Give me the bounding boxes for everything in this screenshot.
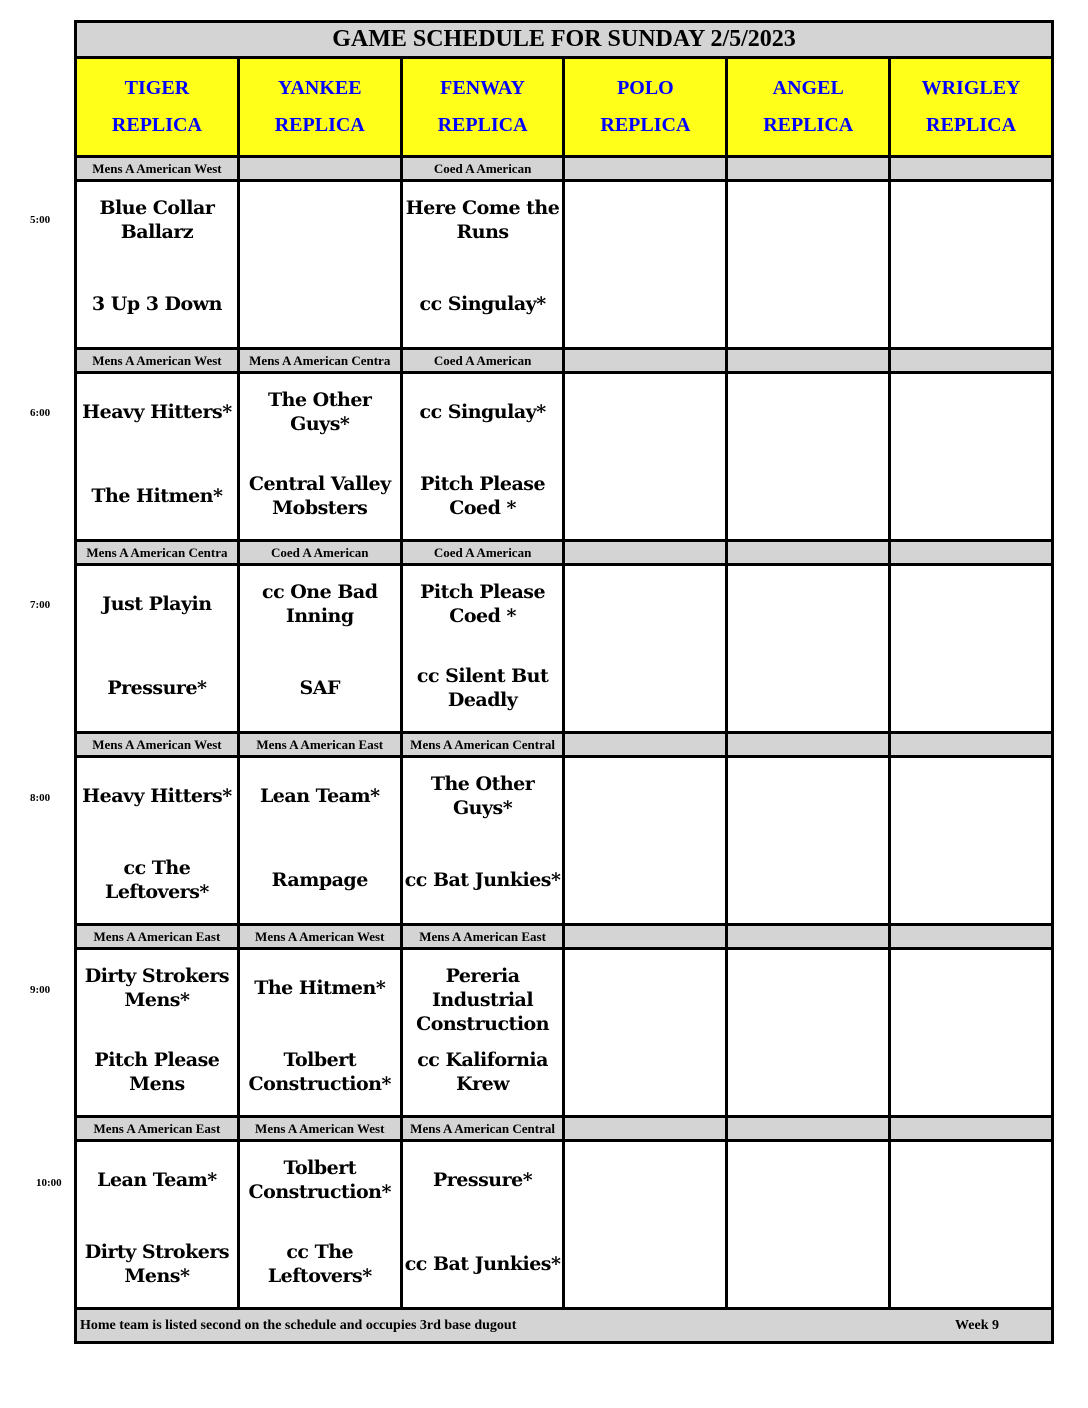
division-label — [565, 1118, 728, 1139]
home-team — [728, 664, 888, 712]
home-team — [728, 472, 888, 520]
division-label: Mens A American Centra — [240, 350, 403, 371]
away-team: The Other Guys* — [268, 389, 372, 435]
game-cell — [77, 374, 240, 539]
division-label: Mens A American East — [403, 926, 566, 947]
division-row — [77, 350, 1051, 374]
away-team — [891, 772, 1051, 820]
division-label: Mens A American East — [240, 734, 403, 755]
division-label: Mens A American Centra — [77, 542, 240, 563]
game-row — [77, 374, 1051, 542]
away-team: The Hitmen* — [254, 977, 386, 999]
game-cell — [77, 758, 240, 923]
game-cell — [891, 1142, 1051, 1307]
game-cell — [403, 1142, 566, 1307]
field-header-polo — [565, 59, 728, 155]
division-label: Mens A American East — [77, 1118, 240, 1139]
division-label — [728, 350, 891, 371]
home-team — [565, 1048, 725, 1096]
game-cell — [891, 758, 1051, 923]
game-cell — [565, 950, 728, 1115]
away-team — [891, 196, 1051, 244]
home-team: cc Bat Junkies* — [404, 1253, 561, 1275]
home-team: Pitch Please Coed * — [420, 473, 546, 519]
away-team — [565, 196, 725, 244]
away-team — [240, 196, 400, 244]
division-label: Mens A American West — [77, 158, 240, 179]
away-team — [565, 772, 725, 820]
division-label — [565, 734, 728, 755]
game-cell — [565, 566, 728, 731]
division-label — [728, 158, 891, 179]
game-cell — [728, 182, 891, 347]
division-label: Mens A American Central — [403, 1118, 566, 1139]
game-cell — [403, 182, 566, 347]
game-row — [77, 950, 1051, 1118]
field-name: TIGER — [124, 77, 190, 99]
game-cell — [728, 758, 891, 923]
home-team — [728, 1240, 888, 1288]
away-team — [728, 1156, 888, 1204]
game-cell — [403, 950, 566, 1115]
away-team: Just Playin — [102, 593, 212, 615]
division-row — [77, 734, 1051, 758]
game-cell — [403, 566, 566, 731]
time-column — [0, 0, 74, 1408]
footer-note: Home team is listed second on the schedule and occupies 3rd base dugout — [80, 1317, 517, 1333]
game-cell — [565, 374, 728, 539]
division-label: Coed A American — [403, 350, 566, 371]
home-team: cc Bat Junkies* — [404, 869, 561, 891]
division-row — [77, 158, 1051, 182]
field-name: POLO — [617, 77, 674, 99]
game-cell — [565, 182, 728, 347]
away-team — [565, 388, 725, 436]
division-label — [728, 734, 891, 755]
field-type: REPLICA — [111, 114, 202, 136]
field-header-row — [77, 59, 1051, 158]
division-label — [891, 1118, 1051, 1139]
time-label: 8:00 — [30, 791, 51, 804]
away-team: Pitch Please Coed * — [420, 581, 546, 627]
game-cell — [77, 182, 240, 347]
away-team — [565, 1156, 725, 1204]
division-row — [77, 1118, 1051, 1142]
game-row — [77, 566, 1051, 734]
game-cell — [77, 1142, 240, 1307]
division-label: Mens A American West — [240, 1118, 403, 1139]
time-label: 5:00 — [30, 214, 51, 226]
game-cell — [240, 182, 403, 347]
away-team — [891, 1156, 1051, 1204]
game-cell — [240, 758, 403, 923]
home-team: Central Valley Mobsters — [248, 473, 391, 519]
home-team: cc Kalifornia Krew — [417, 1049, 548, 1095]
division-label — [891, 158, 1051, 179]
game-row — [77, 1142, 1051, 1310]
away-team: Heavy Hitters* — [82, 401, 232, 423]
home-team — [891, 856, 1051, 904]
game-row — [77, 182, 1051, 350]
away-team: The Other Guys* — [430, 773, 535, 819]
division-label: Coed A American — [240, 542, 403, 563]
field-header-yankee — [240, 59, 403, 155]
time-label: 6:00 — [30, 406, 51, 419]
game-cell — [728, 950, 891, 1115]
division-label — [240, 158, 403, 179]
home-team: cc Silent But Deadly — [416, 665, 549, 711]
schedule-footer — [77, 1310, 1051, 1341]
division-label: Mens A American Central — [403, 734, 566, 755]
division-label: Mens A American West — [77, 350, 240, 371]
division-label — [565, 158, 728, 179]
time-slots — [77, 158, 1051, 1310]
home-team — [565, 472, 725, 520]
away-team — [891, 580, 1051, 628]
division-label — [728, 542, 891, 563]
home-team — [891, 664, 1051, 712]
game-cell — [728, 566, 891, 731]
division-label — [891, 350, 1051, 371]
home-team — [891, 1240, 1051, 1288]
away-team — [728, 964, 888, 1012]
home-team: 3 Up 3 Down — [91, 293, 222, 315]
field-header-wrigley — [891, 59, 1051, 155]
game-cell — [240, 1142, 403, 1307]
division-label — [565, 926, 728, 947]
time-label: 7:00 — [30, 599, 51, 611]
time-label: 10:00 — [36, 1176, 62, 1189]
field-header-angel — [728, 59, 891, 155]
game-cell — [891, 182, 1051, 347]
away-team: cc Singulay* — [419, 401, 546, 423]
away-team — [565, 964, 725, 1012]
game-cell — [77, 566, 240, 731]
game-cell — [891, 566, 1051, 731]
home-team — [565, 856, 725, 904]
field-type: REPLICA — [437, 114, 528, 136]
time-label: 9:00 — [30, 984, 51, 996]
home-team — [565, 1240, 725, 1288]
field-header-tiger — [77, 59, 240, 155]
schedule-title: GAME SCHEDULE FOR SUNDAY 2/5/2023 — [77, 23, 1051, 59]
away-team — [891, 388, 1051, 436]
away-team: Blue Collar Ballarz — [99, 197, 215, 243]
division-label — [565, 542, 728, 563]
home-team — [728, 280, 888, 328]
home-team — [565, 280, 725, 328]
game-cell — [891, 950, 1051, 1115]
game-cell — [403, 758, 566, 923]
game-cell — [240, 950, 403, 1115]
game-cell — [240, 374, 403, 539]
home-team — [728, 1048, 888, 1096]
game-row — [77, 758, 1051, 926]
home-team: Dirty Strokers Mens* — [84, 1241, 230, 1287]
game-cell — [565, 758, 728, 923]
home-team: cc Singulay* — [419, 293, 546, 315]
game-cell — [240, 566, 403, 731]
division-label — [891, 542, 1051, 563]
schedule-table — [74, 20, 1054, 1344]
division-label: Mens A American East — [77, 926, 240, 947]
field-type: REPLICA — [600, 114, 691, 136]
away-team: Lean Team* — [97, 1169, 217, 1191]
game-cell — [728, 1142, 891, 1307]
home-team — [891, 472, 1051, 520]
away-team — [728, 580, 888, 628]
field-type: REPLICA — [274, 114, 365, 136]
game-cell — [403, 374, 566, 539]
away-team — [728, 196, 888, 244]
away-team: Tolbert Construction* — [248, 1157, 391, 1203]
field-name: YANKEE — [277, 77, 362, 99]
division-label — [891, 734, 1051, 755]
week-label: Week 9 — [955, 1317, 999, 1333]
home-team: SAF — [299, 677, 340, 699]
game-cell — [891, 374, 1051, 539]
field-type: REPLICA — [763, 114, 854, 136]
away-team: Here Come the Runs — [405, 197, 560, 243]
division-label — [728, 926, 891, 947]
field-header-fenway — [403, 59, 566, 155]
field-type: REPLICA — [926, 114, 1017, 136]
field-name: WRIGLEY — [921, 77, 1021, 99]
away-team: Lean Team* — [259, 785, 380, 807]
away-team: Heavy Hitters* — [82, 785, 232, 807]
away-team: Dirty Strokers Mens* — [84, 965, 230, 1011]
home-team — [891, 280, 1051, 328]
away-team: Pereria Industrial Construction — [416, 965, 550, 1035]
division-label — [728, 1118, 891, 1139]
away-team — [728, 772, 888, 820]
field-name: ANGEL — [772, 77, 844, 99]
home-team — [728, 856, 888, 904]
home-team — [891, 1048, 1051, 1096]
away-team — [565, 580, 725, 628]
away-team — [891, 964, 1051, 1012]
home-team: The Hitmen* — [91, 485, 223, 507]
division-label — [565, 350, 728, 371]
division-label: Mens A American West — [77, 734, 240, 755]
home-team: Rampage — [271, 869, 368, 891]
division-label: Coed A American — [403, 542, 566, 563]
away-team — [728, 388, 888, 436]
away-team: cc One Bad Inning — [262, 581, 378, 627]
division-row — [77, 926, 1051, 950]
game-cell — [77, 950, 240, 1115]
home-team — [240, 280, 400, 328]
division-label: Mens A American West — [240, 926, 403, 947]
home-team: Pitch Please Mens — [94, 1049, 220, 1095]
away-team: Pressure* — [433, 1169, 533, 1191]
game-cell — [728, 374, 891, 539]
division-label — [891, 926, 1051, 947]
game-cell — [565, 1142, 728, 1307]
home-team — [565, 664, 725, 712]
home-team: cc The Leftovers* — [267, 1241, 372, 1287]
home-team: Pressure* — [107, 677, 207, 699]
division-row — [77, 542, 1051, 566]
division-label: Coed A American — [403, 158, 566, 179]
field-name: FENWAY — [440, 77, 525, 99]
home-team: Tolbert Construction* — [248, 1049, 391, 1095]
home-team: cc The Leftovers* — [104, 857, 209, 903]
